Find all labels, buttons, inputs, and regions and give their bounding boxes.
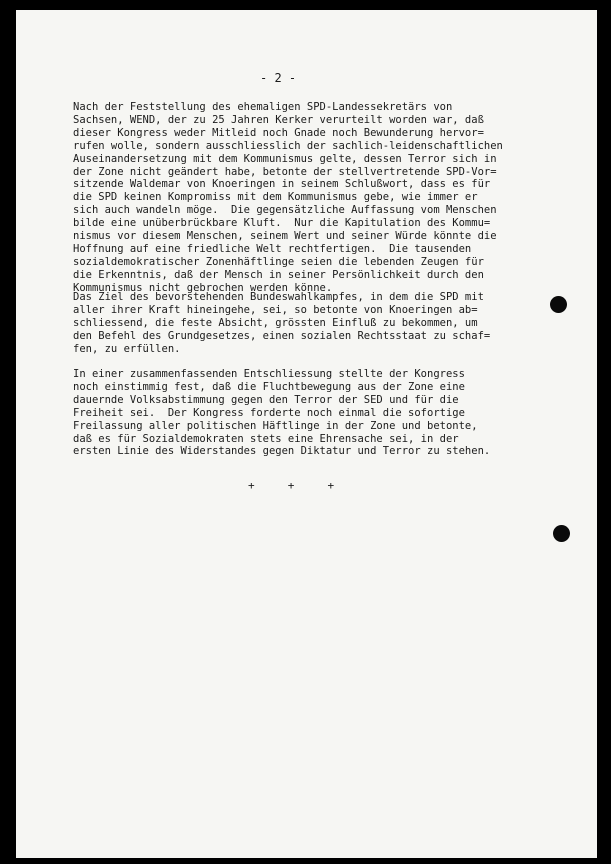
- text-line: aller ihrer Kraft hineingehe, sei, so betonte von Knoeringen ab=: [73, 303, 478, 316]
- text-line: ersten Linie des Widerstandes gegen Diktatur und Terror zu stehen.: [73, 445, 491, 458]
- text-line: sozialdemokratischer Zonenhäftlinge seien die lebenden Zeugen für: [73, 255, 484, 268]
- text-line: Hoffnung auf eine friedliche Welt rechtfertigen. Die tausenden: [73, 242, 472, 255]
- text-line: rufen wolle, sondern ausschliesslich der sachlich-leidenschaftlichen: [73, 139, 503, 152]
- document-page: [16, 10, 597, 858]
- text-line: dieser Kongress weder Mitleid noch Gnade noch Bewunderung hervor=: [73, 126, 484, 139]
- paragraph-3: [73, 368, 490, 458]
- text-line: daß es für Sozialdemokraten stets eine Ehrensache sei, in der: [73, 432, 459, 445]
- text-line: schliessend, die feste Absicht, grössten Einfluß zu bekommen, um: [73, 316, 478, 329]
- text-line: In einer zusammenfassenden Entschliessung stellte der Kongress: [73, 368, 465, 380]
- text-line: Freilassung aller politischen Häftlinge in der Zone und betonte,: [73, 419, 478, 432]
- text-line: sich auch wandeln möge. Die gegensätzliche Auffassung vom Menschen: [73, 204, 497, 217]
- paragraph-2: [73, 291, 490, 356]
- page-number: - 2 -: [260, 71, 297, 85]
- text-line: der Zone nicht geändert habe, betonte der stellvertretende SPD-Vor=: [73, 165, 497, 178]
- text-line: Kommunismus nicht gebrochen werden könne.: [73, 281, 333, 294]
- text-line: Sachsen, WEND, der zu 25 Jahren Kerker verurteilt worden war, daß: [73, 113, 484, 126]
- text-line: noch einstimmig fest, daß die Fluchtbewegung aus der Zone eine: [73, 380, 465, 393]
- text-line: nismus vor diesem Menschen, seinem Wert und seiner Würde könnte die: [73, 230, 497, 243]
- punch-hole: [553, 525, 570, 542]
- text-line: Das Ziel des bevorstehenden Bundeswahlkampfes, in dem die SPD mit: [73, 291, 484, 303]
- text-line: bilde eine unüberbrückbare Kluft. Nur die Kapitulation des Kommu=: [73, 217, 491, 230]
- text-line: sitzende Waldemar von Knoeringen in seinem Schlußwort, dass es für: [73, 178, 491, 191]
- paragraph-1: [73, 101, 503, 295]
- text-line: Nach der Feststellung des ehemaligen SPD-Landessekretärs von: [73, 101, 453, 113]
- text-line: die Erkenntnis, daß der Mensch in seiner Persönlichkeit durch den: [73, 268, 484, 281]
- section-separator: + + +: [248, 479, 335, 492]
- text-line: den Befehl des Grundgesetzes, einen sozialen Rechtsstaat zu schaf=: [73, 329, 491, 342]
- text-line: fen, zu erfüllen.: [73, 342, 181, 355]
- punch-hole: [550, 296, 567, 313]
- text-line: die SPD keinen Kompromiss mit dem Kommunismus gebe, wie immer er: [73, 191, 478, 204]
- text-line: Auseinandersetzung mit dem Kommunismus gelte, dessen Terror sich in: [73, 152, 497, 165]
- text-line: Freiheit sei. Der Kongress forderte noch einmal die sofortige: [73, 406, 465, 419]
- text-line: dauernde Volksabstimmung gegen den Terror der SED und für die: [73, 393, 459, 406]
